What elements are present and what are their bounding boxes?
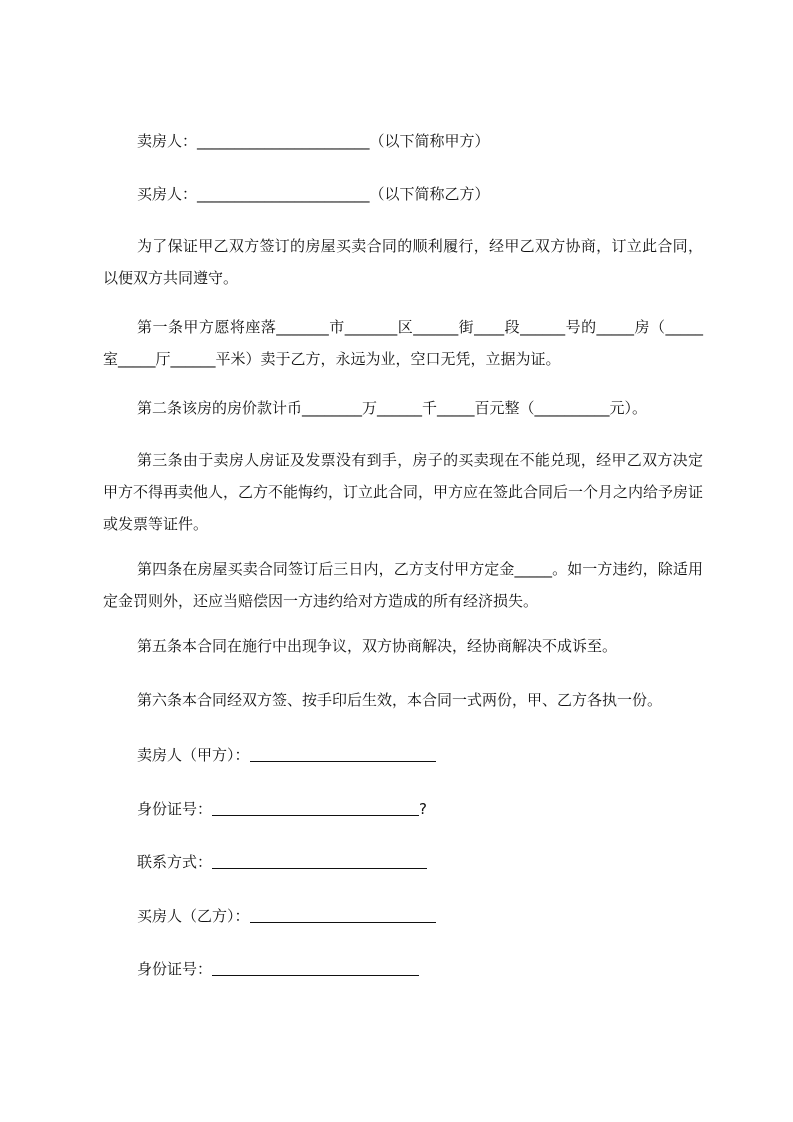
article-2: 第二条该房的房价款计币________万______千_____百元整（__________元）。 xyxy=(137,399,648,417)
seller-id-blank[interactable] xyxy=(212,801,419,816)
buyer-signature-label: 买房人（乙方）： xyxy=(137,907,250,925)
article-3: 第三条由于卖房人房证及发票没有到手，房子的买卖现在不能兑现，经甲乙双方决定甲方不得再卖他人，乙方不能悔约，订立此合同，甲方应在签此合同后一个月之内给予房证或发票等证件。 xyxy=(103,451,704,533)
article-4: 第四条在房屋买卖合同签订后三日内，乙方支付甲方定金_____。如一方违约，除适用定金罚则外，还应当赔偿因一方违约给对方造成的所有经济损失。 xyxy=(103,560,703,610)
contact-blank[interactable] xyxy=(212,854,427,869)
seller-signature-line xyxy=(137,745,436,765)
intro-paragraph: 为了保证甲乙双方签订的房屋买卖合同的顺利履行，经甲乙双方协商，订立此合同，以便双方共同遵守。 xyxy=(103,237,703,287)
seller-id-label: 身份证号： xyxy=(137,800,213,818)
contact-label: 联系方式： xyxy=(137,853,213,871)
seller-signature-blank[interactable] xyxy=(250,747,436,762)
buyer-id-blank[interactable] xyxy=(212,961,419,976)
buyer-signature-blank[interactable] xyxy=(250,908,436,923)
article-6: 第六条本合同经双方签、按手印后生效，本合同一式两份，甲、乙方各执一份。 xyxy=(137,691,663,709)
article-5: 第五条本合同在施行中出现争议，双方协商解决，经协商解决不成诉至。 xyxy=(137,637,618,655)
article-1: 第一条甲方愿将座落_______市_______区______街____段______号的_____房（_____室_____厅______平米）卖于乙方，永远为业，空口无凭，立据为证。 xyxy=(103,318,703,368)
contact-line xyxy=(137,852,427,872)
buyer-id-label: 身份证号： xyxy=(137,960,213,978)
seller-id-line xyxy=(137,799,427,819)
seller-party-line: 卖房人：_______________________（以下简称甲方） xyxy=(137,132,490,150)
seller-id-suffix: ? xyxy=(419,800,427,818)
seller-signature-label: 卖房人（甲方）： xyxy=(137,746,250,764)
buyer-id-line xyxy=(137,959,419,979)
buyer-party-line: 买房人：_______________________（以下简称乙方） xyxy=(137,185,490,203)
buyer-signature-line xyxy=(137,906,436,926)
